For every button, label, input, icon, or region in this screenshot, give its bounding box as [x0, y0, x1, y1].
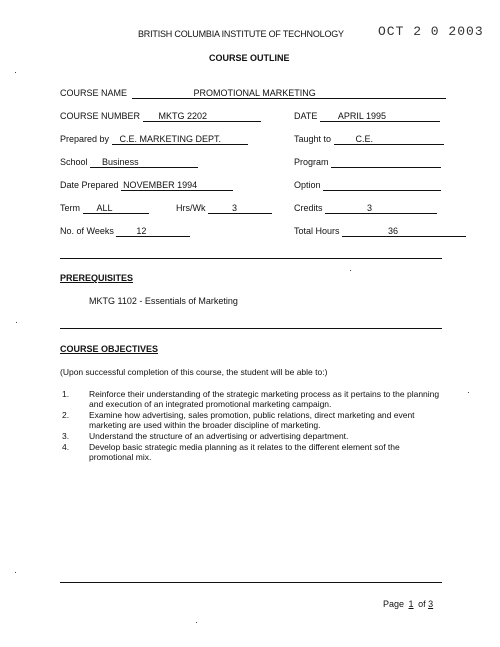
date-row [294, 111, 440, 122]
course-name-label: COURSE NAME [60, 88, 128, 98]
list-item-text: Examine how advertising, sales promotion, public relations, direct marketing and event marketing are used within the broader discipline of marketing. [89, 410, 415, 430]
list-item-text: Develop basic strategic media planning as it relates to the different element sof the promotional mix. [89, 442, 400, 462]
objectives-intro: (Upon successful completion of this course, the student will be able to:) [60, 367, 328, 377]
objectives-heading: COURSE OBJECTIVES [60, 344, 159, 354]
list-item-number: 1. [62, 389, 70, 399]
prepared-by-value: C.E. MARKETING DEPT. [112, 134, 248, 145]
objectives-list [62, 389, 442, 463]
footer-divider [60, 582, 442, 583]
course-name-row [60, 88, 446, 99]
received-date-stamp: OCT 2 0 2003 [378, 24, 484, 39]
page-label: Page [383, 599, 405, 609]
page-total: 3 [428, 599, 434, 609]
school-value: Business [90, 157, 198, 168]
date-value: APRIL 1995 [320, 111, 440, 122]
option-blank [323, 180, 441, 191]
list-item-number: 4. [62, 442, 70, 452]
term-value: ALL [83, 203, 149, 214]
list-item [62, 410, 442, 430]
scan-speck [350, 270, 351, 271]
total-hours-value: 36 [342, 226, 466, 237]
taught-to-label: Taught to [294, 134, 332, 144]
credits-row [294, 203, 437, 214]
program-blank [331, 157, 441, 168]
scan-speck [468, 392, 469, 393]
section-divider [60, 258, 442, 259]
hrs-wk-row [176, 203, 272, 214]
weeks-value: 12 [116, 226, 190, 237]
program-row [294, 157, 441, 168]
list-item [62, 431, 442, 441]
taught-to-value: C.E. [334, 134, 444, 145]
program-label: Program [294, 157, 329, 167]
scan-speck [196, 622, 197, 623]
weeks-row [60, 226, 190, 237]
course-number-value: MKTG 2202 [143, 111, 261, 122]
term-row [60, 203, 149, 214]
scan-speck [15, 72, 16, 73]
taught-to-row [294, 134, 444, 145]
list-item-number: 3. [62, 431, 70, 441]
list-item-number: 2. [62, 410, 70, 420]
date-prepared-row [60, 180, 233, 191]
course-number-row [60, 111, 261, 122]
school-row [60, 157, 198, 168]
credits-label: Credits [294, 203, 323, 213]
prerequisites-heading: PREREQUISITES [60, 273, 134, 283]
list-item-text: Reinforce their understanding of the strategic marketing process as it pertains to the planning and execution of an integrated promotional marketing campaign. [89, 389, 440, 409]
option-label: Option [294, 180, 321, 190]
page-indicator [383, 599, 433, 609]
course-number-label: COURSE NUMBER [60, 111, 141, 121]
school-label: School [60, 157, 88, 167]
credits-value: 3 [325, 203, 437, 214]
hrs-wk-label: Hrs/Wk [176, 203, 206, 213]
prerequisite-item: MKTG 1102 - Essentials of Marketing [89, 296, 238, 306]
total-hours-label: Total Hours [294, 226, 340, 236]
total-hours-row [294, 226, 466, 237]
prepared-by-label: Prepared by [60, 134, 110, 144]
prepared-by-row [60, 134, 248, 145]
list-item [62, 442, 442, 462]
document-title: COURSE OUTLINE [209, 53, 290, 63]
hrs-wk-value: 3 [208, 203, 272, 214]
list-item-text: Understand the structure of an advertising or advertising department. [89, 431, 349, 441]
weeks-label: No. of Weeks [60, 226, 114, 236]
date-prepared-label: Date Prepared [60, 180, 119, 190]
institution-name: BRITISH COLUMBIA INSTITUTE OF TECHNOLOGY [138, 29, 344, 39]
list-item [62, 389, 442, 409]
date-prepared-value: NOVEMBER 1994 [121, 180, 233, 191]
course-name-value: PROMOTIONAL MARKETING [132, 88, 446, 99]
scan-speck [16, 322, 17, 323]
option-row [294, 180, 441, 191]
page-current: 1 [408, 599, 414, 609]
page-of: of [418, 599, 426, 609]
scan-speck [15, 572, 16, 573]
term-label: Term [60, 203, 80, 213]
section-divider [60, 328, 442, 329]
date-label: DATE [294, 111, 318, 121]
